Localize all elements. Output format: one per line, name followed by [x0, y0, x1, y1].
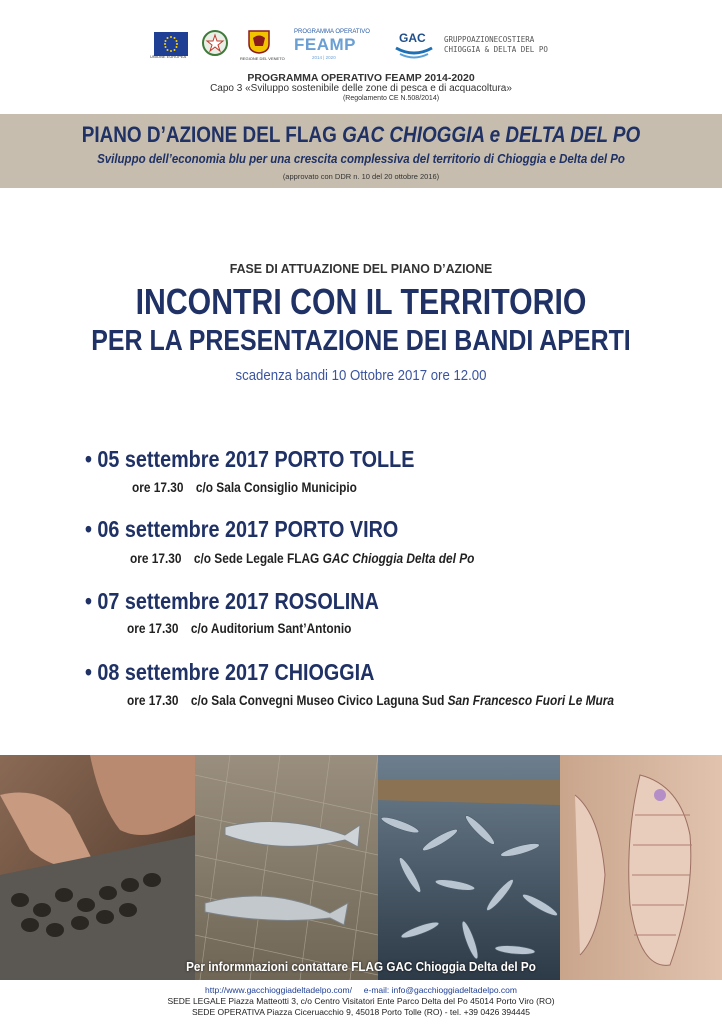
website-link[interactable]: http://www.gacchioggiadeltadelpo.com/: [205, 985, 352, 995]
event-time: ore 17.30: [127, 621, 179, 636]
action-plan-subtitle: Sviluppo dell’economia blu per una crescita complessiva del territorio di Chioggia e Delta del Po: [97, 152, 625, 166]
program-chapter: Capo 3 «Sviluppo sostenibile delle zone di pesca e di acquacoltura»: [210, 83, 512, 94]
feamp-logo: FEAMP: [294, 35, 356, 54]
gac-abbr: GAC: [399, 31, 426, 45]
gac-line-2: CHIOGGIA & DELTA DEL PO: [444, 45, 548, 54]
event-title: • 08 settembre 2017 CHIOGGIA: [85, 659, 375, 685]
event-venue-italic: San Francesco Fuori Le Mura: [447, 693, 614, 708]
veneto-caption: REGIONE DEL VENETO: [240, 56, 285, 61]
footer-contacts: [0, 985, 722, 995]
feamp-years: 2014 | 2020: [312, 55, 336, 60]
action-plan-title: [51, 122, 672, 148]
feamp-program-label: PROGRAMMA OPERATIVO: [294, 29, 370, 35]
event-venue-italic: GAC Chioggia Delta del Po: [322, 551, 475, 566]
photo-collage: [0, 755, 722, 980]
event-detail: [127, 621, 351, 636]
approval-note: (approvato con DDR n. 10 del 20 ottobre 2016): [282, 172, 440, 181]
event-title: • 06 settembre 2017 PORTO VIRO: [85, 516, 399, 542]
event-time: ore 17.30: [130, 551, 182, 566]
action-plan-title-delta: DELTA DEL PO: [505, 122, 641, 147]
sardines-photo: [378, 755, 560, 980]
mantis-shrimp-photo: [560, 755, 722, 980]
action-plan-title-part: PIANO D’AZIONE DEL FLAG: [81, 122, 343, 147]
eu-flag-icon: [154, 32, 188, 56]
page-subtitle: PER LA PRESENTAZIONE DEI BANDI APERTI: [91, 325, 631, 357]
action-plan-title-gac: GAC CHIOGGIA: [342, 122, 485, 147]
gac-logo-icon: [394, 28, 434, 60]
email-link[interactable]: e-mail: info@gacchioggiadeltadelpo.com: [363, 985, 517, 995]
event-detail: [127, 693, 614, 708]
deadline-text: scadenza bandi 10 Ottobre 2017 ore 12.00: [235, 367, 487, 384]
event-title: • 07 settembre 2017 ROSOLINA: [85, 588, 379, 614]
clams-photo: [0, 755, 195, 980]
event-detail: [132, 480, 357, 495]
event-venue: c/o Sala Convegni Museo Civico Laguna Sud: [190, 693, 448, 708]
italian-republic-emblem-icon: [202, 30, 228, 56]
page-title: INCONTRI CON IL TERRITORIO: [135, 281, 587, 322]
footer-operational-address: SEDE OPERATIVA Piazza Ciceruacchio 9, 45018 Porto Tolle (RO) - tel. +39 0426 394445: [191, 1007, 531, 1017]
fish-net-photo: [195, 755, 378, 980]
event-venue: c/o Sala Consiglio Municipio: [195, 480, 357, 495]
event-detail: [130, 551, 474, 566]
event-time: ore 17.30: [127, 693, 179, 708]
eu-stars-icon: [154, 32, 188, 56]
logo-bar: [150, 28, 570, 68]
photo-strip: [0, 755, 722, 980]
event-venue: c/o Auditorium Sant’Antonio: [190, 621, 352, 636]
info-contact-line: Per informmazioni contattare FLAG GAC Chioggia Delta del Po: [186, 959, 536, 974]
footer-legal-address: SEDE LEGALE Piazza Matteotti 3, c/o Centro Visitatori Ente Parco Delta del Po 45014 Porto Viro (RO): [167, 996, 555, 1006]
action-plan-title-and: e: [484, 122, 506, 147]
action-plan-band: [0, 114, 722, 188]
event-title: • 05 settembre 2017 PORTO TOLLE: [85, 446, 415, 472]
veneto-region-emblem-icon: [248, 30, 270, 54]
program-title: PROGRAMMA OPERATIVO FEAMP 2014-2020: [247, 72, 475, 84]
eu-caption: UNIONE EUROPEA: [150, 54, 187, 59]
program-regulation: (Regolamento CE N.508/2014): [342, 95, 440, 102]
gac-line-1: GRUPPOAZIONECOSTIERA: [444, 35, 535, 44]
event-time: ore 17.30: [132, 480, 184, 495]
phase-label: FASE DI ATTUAZIONE DEL PIANO D’AZIONE: [229, 261, 493, 276]
event-venue: c/o Sede Legale FLAG: [193, 551, 323, 566]
